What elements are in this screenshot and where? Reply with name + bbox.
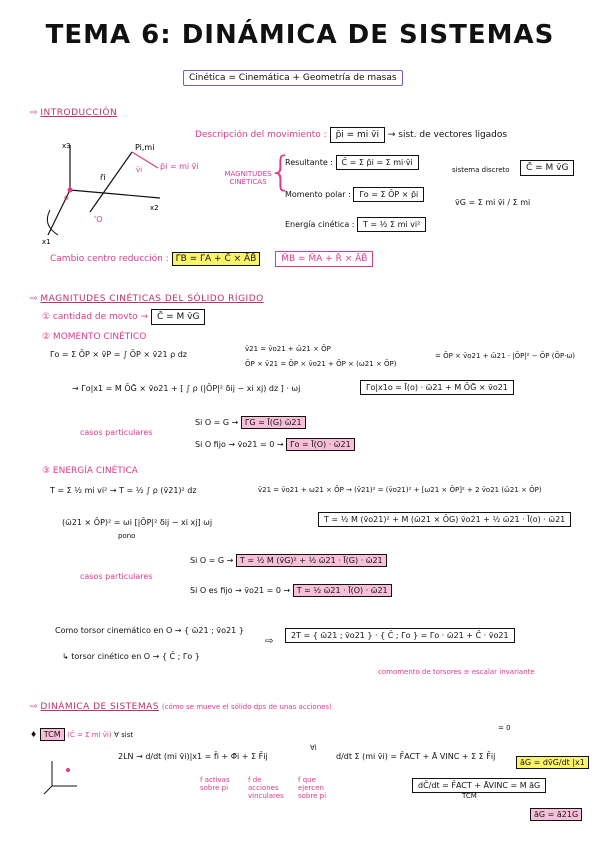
ag2-box: āG = ā21G	[530, 808, 582, 821]
caso1-label: Si O = G →	[195, 418, 239, 427]
item1-row	[42, 312, 205, 322]
energia-label: Energía cinética :	[285, 220, 355, 229]
note3: f que ejercen sobre pi	[298, 776, 327, 800]
comoment-formula: 2T = { ω̄21 ; v̄o21 } · { C̄ ; Γ̄o } = Γ̄o · ω̄21 + C̄ · v̄o21	[285, 628, 515, 643]
arrow-icon: ⇨	[30, 108, 41, 118]
torsor-k-row: ↳ torsor cinético en O → { C̄ ; Γ̄o }	[62, 652, 200, 661]
resultante-row	[285, 158, 419, 167]
desc-label: Descripción del movimiento :	[195, 130, 327, 140]
mc-line1: Γ̄o = Σ ŌP × v̄P = ∫ ŌP × v̄21 ρ dz	[50, 350, 187, 359]
ec-result: T = ½ M (v̄o21)² + M (ω̄21 × ŌG) v̄o21 + ½ ω̄21 · Ī(o) · ω̄21	[318, 512, 571, 527]
momento-row	[285, 190, 424, 199]
energia-formula: T = ½ Σ mi vi²	[357, 217, 426, 232]
desc-result: → sist. de vectores ligados	[387, 130, 508, 140]
reference-frame-diagram	[40, 140, 190, 245]
tcm-label: TCM	[40, 728, 65, 741]
svg-text:x1: x1	[42, 238, 51, 245]
dinamica-heading: DINÁMICA DE SISTEMAS	[40, 702, 159, 712]
torsor-k-label: torsor cinético en O →	[71, 652, 160, 661]
tcm-row	[30, 730, 133, 739]
cambio-label: Cambio centro reducción :	[50, 254, 169, 264]
ec-line1: T = Σ ½ mi vi² → T = ½ ∫ ρ (v̄21)² dz	[50, 486, 197, 495]
arrow-icon: ⇨	[30, 294, 41, 304]
section-intro	[30, 108, 117, 118]
tcm-bullet: ♦	[30, 730, 40, 739]
item3-label: ③ ENERGÍA CINÉTICA	[42, 466, 138, 476]
eq1-mid: ∀i	[310, 744, 317, 752]
item1-label: ① cantidad de movto →	[42, 312, 149, 322]
note2: f de acciones vinculares	[248, 776, 284, 800]
caso3-result: T = ½ M (v̄G)² + ½ ω̄21 · Ī(G) · ω̄21	[236, 554, 387, 567]
solido-heading: MAGNITUDES CINÉTICAS DEL SÓLIDO RÍGIDO	[40, 294, 264, 304]
momento-label: Momento polar :	[285, 190, 351, 199]
desc-row	[195, 130, 507, 140]
c-result: C̄ = M v̄G	[520, 160, 574, 176]
caso3-row	[190, 556, 387, 565]
caso4-row	[190, 586, 392, 595]
section-dinamica	[30, 702, 332, 712]
mc-line1d: = ŌP × v̄o21 + ω̄21 · |ŌP|² − ŌP (ŌP·ω)	[435, 352, 576, 360]
svg-text:'O: 'O	[94, 215, 103, 224]
ec-line2: (ω̄21 × ŌP)² = ωi [|ŌP|² δij − xi xj] ωj	[62, 518, 213, 527]
mc-result: Γ̄o|x1o = Ī(o) · ω̄21 + M ŌḠ × v̄o21	[360, 380, 514, 395]
cambio-formula2: M̄B = M̄A + R̄ × ĀB̄	[275, 251, 373, 267]
torsor-cin-label: Como torsor cinemático en O →	[55, 626, 182, 635]
eq1: 2LN → d/dt (mi v̄i)|x1 = f̄i + Φ̄i + Σ F̄ij	[118, 752, 268, 761]
casos2-label: casos particulares	[80, 572, 153, 581]
vg-formula: v̄G = Σ mi v̄i / Σ mi	[455, 198, 531, 207]
dinamica-note: (cómo se mueve el sólido dps de unas acciones)	[161, 703, 332, 711]
casos-label: casos particulares	[80, 428, 153, 437]
desc-formula: p̄i = mi v̄i	[330, 127, 385, 143]
svg-text:Pi,mi: Pi,mi	[135, 143, 155, 152]
svg-text:x3: x3	[62, 142, 71, 150]
subtitle: Cinética = Cinemática + Geometría de masas	[183, 70, 403, 86]
svg-text:o: o	[64, 193, 69, 202]
brace: {	[268, 149, 294, 195]
svg-text:x2: x2	[150, 204, 159, 212]
caso4-result: T = ½ ω̄21 · Ī(O) · ω̄21	[293, 584, 392, 597]
torsor-k-vals: { C̄ ; Γ̄o }	[161, 652, 200, 661]
cambio-formula: Γ̄B = Γ̄A + C̄ × ĀB̄	[172, 252, 261, 266]
energia-row	[285, 220, 426, 229]
caso2-row	[195, 440, 355, 449]
diagram-p-label: p̄i = mi v̄i	[160, 162, 199, 171]
intro-heading: INTRODUCCIÓN	[40, 108, 118, 118]
tcm-vsist: ∀ sist	[114, 731, 134, 739]
comoment-note: comomento de torsores ≡ escalar invariante	[378, 668, 535, 676]
mc-line1b: v̄21 = v̄o21 + ω̄21 × ŌP	[245, 345, 331, 353]
svg-text:v̄i: v̄i	[136, 166, 143, 174]
caso4-label: Si O es fijo → v̄o21 = 0 →	[190, 586, 291, 595]
momento-formula: Γ̄o = Σ ŌP × p̄i	[353, 187, 424, 202]
mini-axes-diagram	[42, 756, 82, 796]
torsor-cin-vals: { ω̄21 ; v̄o21 }	[184, 626, 244, 635]
caso1-result: Γ̄G = Ī(G) ω̄21	[241, 416, 306, 429]
section-solido	[30, 294, 264, 304]
caso2-label: Si O fijo → v̄o21 = 0 →	[195, 440, 284, 449]
resultante-formula: C̄ = Σ p̄i = Σ mi·v̄i	[336, 155, 419, 170]
item2-label: ② MOMENTO CINÉTICO	[42, 332, 147, 342]
arrow-icon: ⇨	[30, 702, 41, 712]
cambio-row	[50, 254, 373, 264]
zero-note: = 0	[498, 724, 511, 732]
final-tcm: TCM	[462, 792, 477, 800]
page-title: TEMA 6: DINÁMICA DE SISTEMAS	[45, 20, 555, 50]
final-eq: dC̄/dt = F̄ACT + ĀVINC = M āG	[412, 778, 546, 793]
note1: f activas sobre pi	[200, 776, 230, 792]
eq1-res: d/dt Σ (mi v̄i) = F̄ACT + Ā VINC + Σ Σ F̄ij	[336, 752, 496, 761]
caso2-result: Γ̄o = Ī(O) · ω̄21	[286, 438, 355, 451]
implies-icon: ⇨	[265, 636, 274, 647]
resultante-label: Resultante :	[285, 158, 333, 167]
mc-line1c: ŌP × v̄21 = ŌP × v̄o21 + ŌP × (ω21 × ŌP)	[245, 360, 397, 368]
tcm-c: (C̄ = Σ mi v̄i)	[67, 731, 112, 739]
caso3-label: Si O = G →	[190, 556, 234, 565]
mc-line2: → Γ̄o|x1 = M ŌḠ × v̄o21 + [ ∫ ρ (|ŌP|² δij − xi xj) dz ] · ωj	[72, 384, 301, 393]
ec-line2-note: pono	[118, 532, 136, 540]
torsor-cin-row	[55, 626, 244, 635]
item1-formula: C̄ = M v̄G	[151, 309, 205, 325]
svg-text:r̄i: r̄i	[100, 173, 106, 182]
ec-line1b: v̄21 = v̄o21 + ω21 × ŌP → (v̄21)² = (v̄o21)² + [ω21 × ŌP]² + 2 v̄o21 (ω̄21 × ŌP)	[258, 486, 542, 494]
ag-box: āG = dv̄G/dt |x1	[516, 756, 589, 769]
sistema-discreto: sistema discreto	[452, 166, 510, 174]
magnitudes-label: MAGNITUDES CINÉTICAS	[224, 170, 272, 186]
caso1-row	[195, 418, 306, 427]
